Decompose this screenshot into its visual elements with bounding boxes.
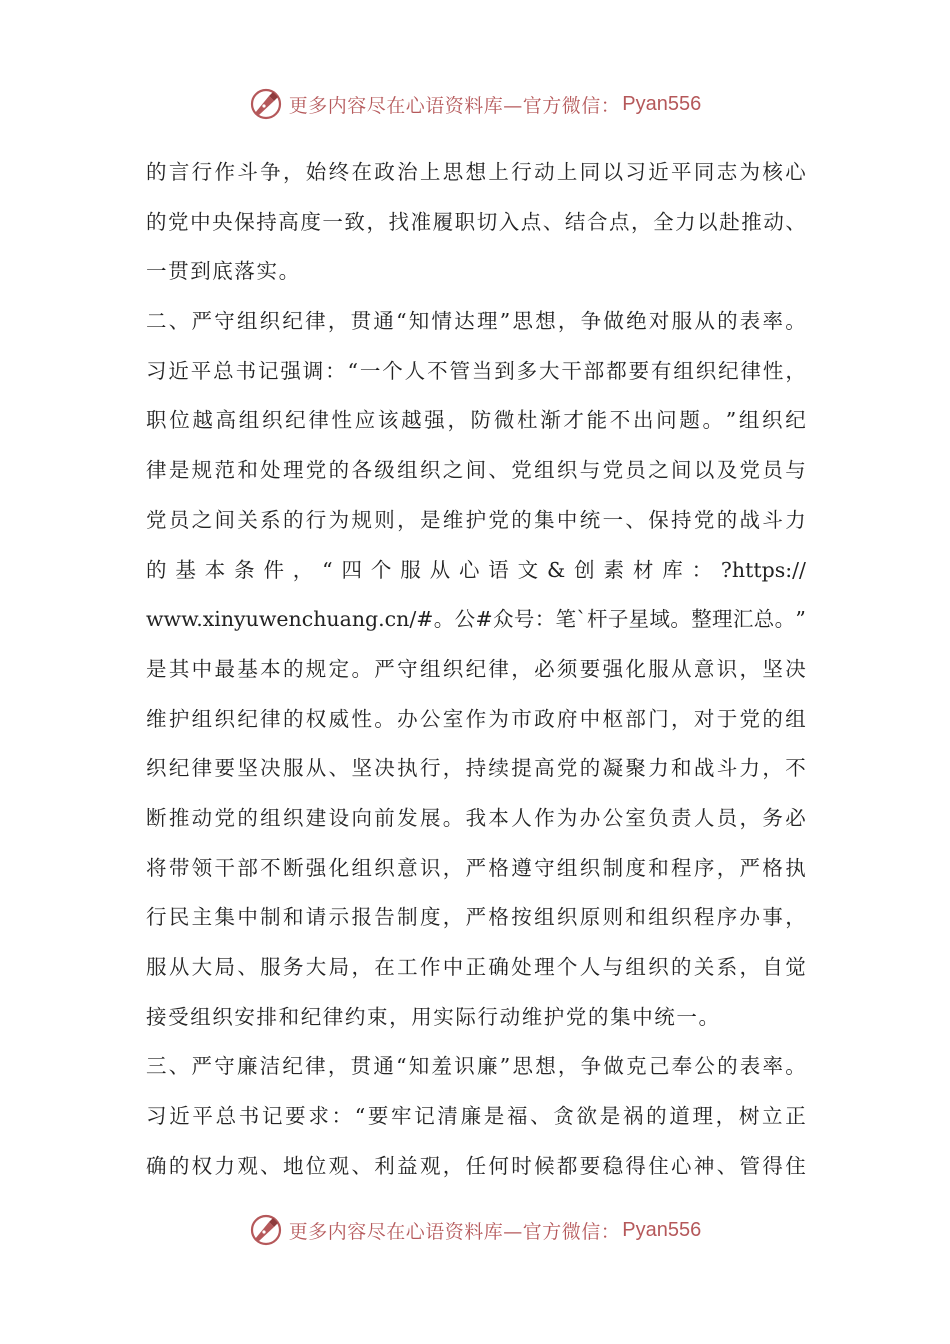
document-body <box>146 148 806 1191</box>
text-line: 三 、 严 守 廉 洁 纪 律 ， 贯 通 “ 知 羞 识 廉 ” 思 想 ， 争 做 克 己 奉 公 的 表 率 。 <box>146 1054 806 1079</box>
text-line: 接受组织安排和纪律约束，用实际行动维护党的集中统一。 <box>146 1004 721 1029</box>
text-line: 行 民 主 集 中 制 和 请 示 报 告 制 度 ， 严 格 按 组 织 原 则 和 组 织 程 序 办 事 ， <box>146 905 806 930</box>
text-line: 的 党 中 央 保 持 高 度 一 致 ， 找 准 履 职 切 入 点 、 结 合 点 ， 全 力 以 赴 推 动 、 <box>146 209 806 234</box>
text-line: 服 从 大 局 、 服 务 大 局 ， 在 工 作 中 正 确 处 理 个 人 与 组 织 的 关 系 ， 自 觉 <box>146 955 806 979</box>
watermark-footer <box>0 1208 950 1252</box>
watermark-text: 更多内容尽在心语资料库—官方微信： <box>288 94 621 117</box>
text-line: 职 位 越 高 组 织 纪 律 性 应 该 越 强 ， 防 微 杜 渐 才 能 不 出 问 题 。 ” 组 织 纪 <box>146 408 806 433</box>
text-line: 习 近 平 总 书 记 强 调 ： “ 一 个 人 不 管 当 到 多 大 干 部 都 要 有 组 织 纪 律 性 ， <box>146 358 806 383</box>
text-line: 的 基 本 条 件 ， “ 四 个 服 从 心 语 文 & 创 素 材 库 ： ?https:// <box>146 557 806 582</box>
text-line: 习 近 平 总 书 记 要 求 ： “ 要 牢 记 清 廉 是 福 、 贪 欲 是 祸 的 道 理 ， 树 立 正 <box>146 1104 806 1129</box>
text-line: www.xinyuwenchuang.cn/# 。 公 # 众 号 ： 笔 ` 杆 子 星 域 。 整 理 汇 总 。 ” <box>146 607 806 632</box>
text-line: 维 护 组 织 纪 律 的 权 威 性 。 办 公 室 作 为 市 政 府 中 枢 部 门 ， 对 于 党 的 组 <box>146 706 806 731</box>
text-line: 断 推 动 党 的 组 织 建 设 向 前 发 展 。 我 本 人 作 为 办 公 室 负 责 人 员 ， 务 必 <box>146 805 806 830</box>
text-line: 织 纪 律 要 坚 决 服 从 、 坚 决 执 行 ， 持 续 提 高 党 的 凝 聚 力 和 战 斗 力 ， 不 <box>146 756 806 781</box>
watermark-wechat-id: Pyan556 <box>622 1218 702 1241</box>
pen-nib-logo-icon <box>249 87 283 121</box>
watermark-text: 更多内容尽在心语资料库—官方微信： <box>288 1220 621 1243</box>
text-line: 一贯到底落实。 <box>146 259 301 284</box>
text-line: 二 、 严 守 组 织 纪 律 ， 贯 通 “ 知 情 达 理 ” 思 想 ， 争 做 绝 对 服 从 的 表 率 。 <box>146 309 806 334</box>
text-line: 将 带 领 干 部 不 断 强 化 组 织 意 识 ， 严 格 遵 守 组 织 制 度 和 程 序 ， 严 格 执 <box>146 855 806 880</box>
text-line: 确 的 权 力 观 、 地 位 观 、 利 益 观 ， 任 何 时 候 都 要 稳 得 住 心 神 、 管 得 住 <box>146 1153 806 1178</box>
text-line: 的 言 行 作 斗 争 ， 始 终 在 政 治 上 思 想 上 行 动 上 同 以 习 近 平 同 志 为 核 心 <box>146 160 806 184</box>
watermark-wechat-id: Pyan556 <box>622 92 702 115</box>
text-line: 是 其 中 最 基 本 的 规 定 。 严 守 组 织 纪 律 ， 必 须 要 强 化 服 从 意 识 ， 坚 决 <box>146 656 806 681</box>
text-line: 律 是 规 范 和 处 理 党 的 各 级 组 织 之 间 、 党 组 织 与 党 员 之 间 以 及 党 员 与 <box>146 458 806 483</box>
watermark-header <box>0 82 950 126</box>
text-line: 党 员 之 间 关 系 的 行 为 规 则 ， 是 维 护 党 的 集 中 统 一 、 保 持 党 的 战 斗 力 <box>146 507 806 532</box>
pen-nib-logo-icon <box>249 1213 283 1247</box>
